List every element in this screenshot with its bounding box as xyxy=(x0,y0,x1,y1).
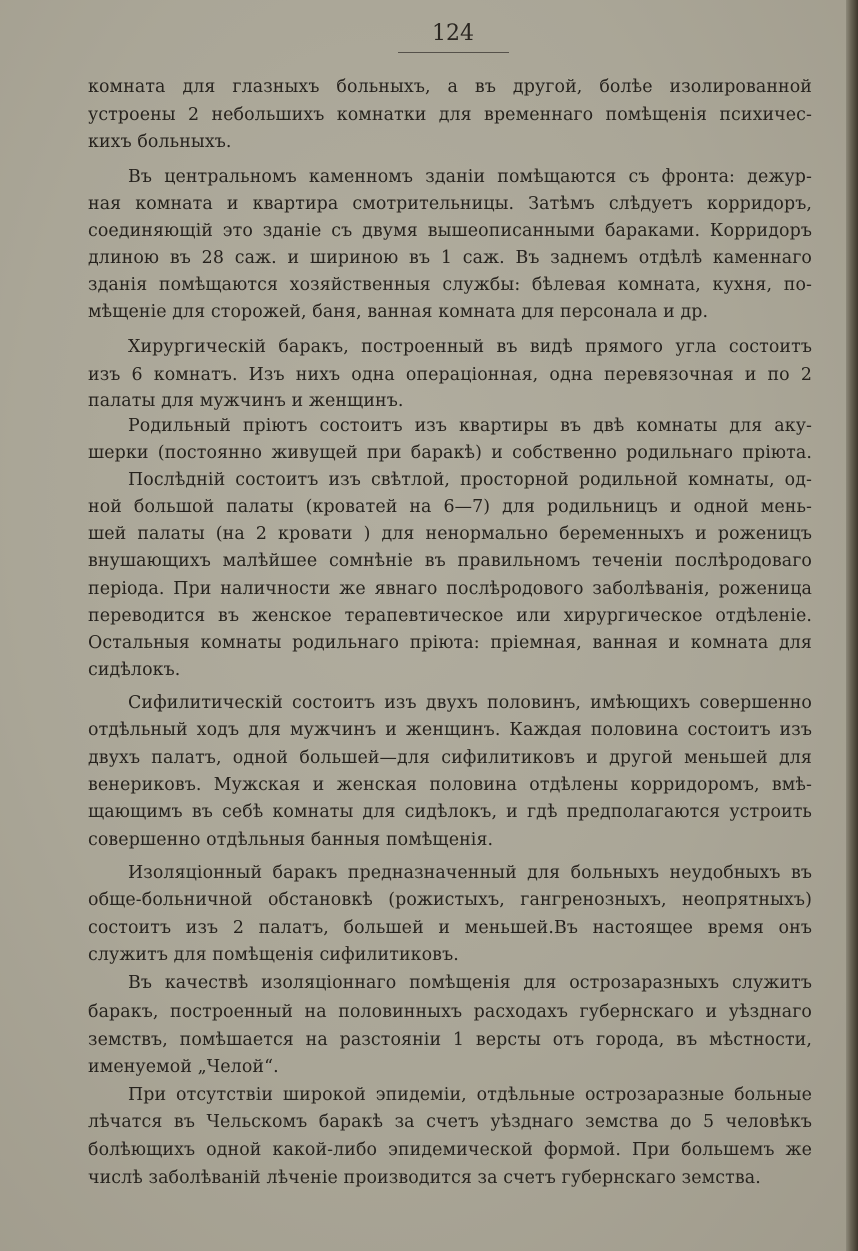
text-line: ная комната и квартира смотрительницы. Затѣмъ слѣдуетъ корридоръ, xyxy=(88,194,812,214)
text-line: Въ центральномъ каменномъ зданіи помѣщаются съ фронта: дежур- xyxy=(128,167,812,187)
text-line: соединяющій это зданіе съ двумя вышеописанными бараками. Корридоръ xyxy=(88,221,812,241)
text-line: лѣчатся въ Чельскомъ баракѣ за счетъ уѣзднаго земства до 5 человѣкъ xyxy=(88,1112,812,1132)
text-line: числѣ заболѣваній лѣченіе производится за счетъ губернскаго земства. xyxy=(88,1168,761,1188)
text-line: венериковъ. Мужская и женская половина отдѣлены корридоромъ, вмѣ- xyxy=(88,775,812,795)
text-line: сидѣлокъ. xyxy=(88,660,181,680)
text-line: Хирургическій баракъ, построенный въ видѣ прямого угла состоитъ xyxy=(128,337,812,357)
text-line: отдѣльный ходъ для мужчинъ и женщинъ. Каждая половина состоитъ изъ xyxy=(88,720,812,740)
text-line: устроены 2 небольшихъ комнатки для временнаго помѣщенія психичес- xyxy=(88,105,812,125)
text-line: обще-больничной обстановкѣ (рожистыхъ, гангренозныхъ, неопрятныхъ) xyxy=(88,890,812,910)
text-line: періода. При наличности же явнаго послѣродового заболѣванія, роженица xyxy=(88,579,812,599)
text-line: шей палаты (на 2 кровати ) для ненормально беременныхъ и рожен‍ицъ xyxy=(88,524,812,544)
text-line: баракъ, построенный на половинныхъ расходахъ губернскаго и уѣзднаго xyxy=(88,1002,812,1022)
book-spine-shadow xyxy=(846,0,858,1251)
text-line: комната для глазныхъ больныхъ, а въ другой, болѣе изолированной xyxy=(88,77,812,97)
text-line: состоитъ изъ 2 палатъ, большей и меньшей.Въ настоящее время онъ xyxy=(88,918,812,938)
text-line: Родильный пріютъ состоитъ изъ квартиры въ двѣ комнаты для аку- xyxy=(128,416,812,436)
text-line: щающимъ въ себѣ комнаты для сидѣлокъ, и гдѣ предполагаются устроить xyxy=(88,802,812,822)
text-line: палаты для мужчинъ и женщинъ. xyxy=(88,391,404,411)
text-line: Изоляціонный баракъ предназначенный для больныхъ неудобныхъ въ xyxy=(128,863,812,883)
header-rule xyxy=(398,52,509,53)
text-line: Въ качествѣ изоляціоннаго помѣщенія для острозаразныхъ служитъ xyxy=(128,973,812,993)
text-line: земствъ, помѣшается на разстояніи 1 версты отъ города, въ мѣстности, xyxy=(88,1030,812,1050)
text-line: Остальныя комнаты родильнаго пріюта: пріемная, ванная и комната для xyxy=(88,633,812,653)
text-line: мѣщеніе для сторожей, баня, ванная комната для персонала и др. xyxy=(88,302,709,322)
text-line: зданія помѣщаются хозяйственныя службы: бѣлевая комната, кухня, по- xyxy=(88,275,812,295)
text-line: совершенно отдѣльныя банныя помѣщенія. xyxy=(88,830,494,850)
text-line: внушающихъ малѣйшее сомнѣніе въ правильномъ теченіи послѣродоваго xyxy=(88,551,812,571)
text-line: длиною въ 28 саж. и шириною въ 1 саж. Въ заднемъ отдѣлѣ каменнаго xyxy=(88,248,812,268)
text-line: болѣющихъ одной какой-либо эпидемической формой. При большемъ же xyxy=(88,1140,812,1160)
text-line: Послѣдній состоитъ изъ свѣтлой, просторной родильной комнаты, од- xyxy=(128,470,812,490)
page-number: 124 xyxy=(432,21,474,46)
text-line: ной большой палаты (кроватей на 6—7) для родильницъ и одной мень- xyxy=(88,497,812,517)
text-line: именуемой „Челой“. xyxy=(88,1057,279,1077)
text-line: служитъ для помѣщенія сифилитиковъ. xyxy=(88,945,459,965)
text-line: Сифилитическій состоитъ изъ двухъ половинъ, имѣющихъ совершенно xyxy=(128,693,812,713)
text-line: шерки (постоянно живущей при баракѣ) и собственно родильнаго пріюта. xyxy=(88,443,812,463)
text-line: При отсутствіи широкой эпидеміи, отдѣльные острозаразные больные xyxy=(128,1085,812,1105)
text-line: переводится въ женское терапевтическое или хирургическое отдѣленіе. xyxy=(88,606,812,626)
text-line: двухъ палатъ, одной большей—для сифилитиковъ и другой меньшей для xyxy=(88,748,812,768)
text-line: изъ 6 комнатъ. Изъ нихъ одна операціонная, одна перевязочная и по 2 xyxy=(88,365,812,385)
text-line: кихъ больныхъ. xyxy=(88,132,232,152)
